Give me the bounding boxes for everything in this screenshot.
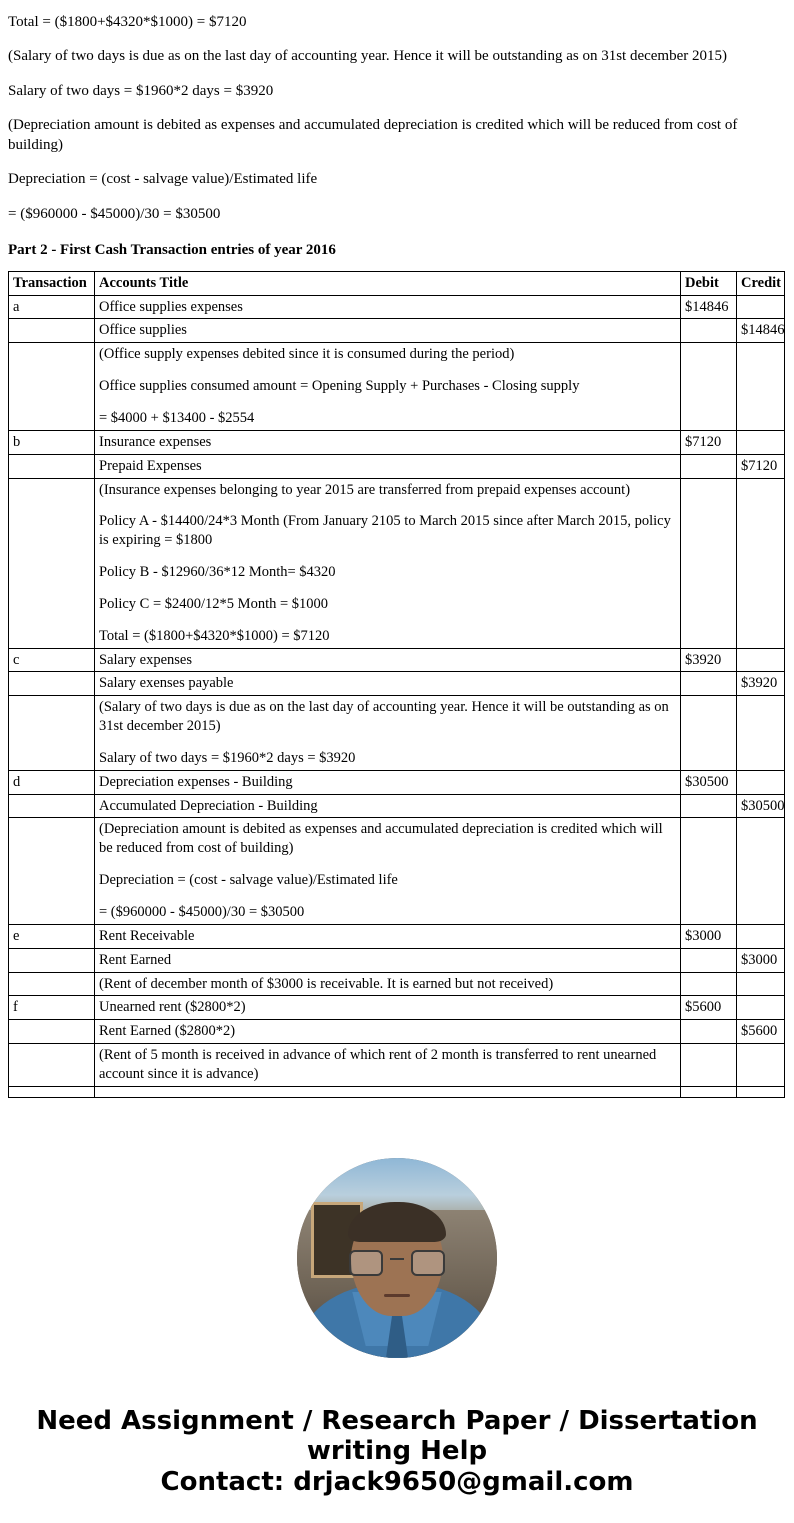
note-line: (Salary of two days is due as on the last day of accounting year. Hence it will be outstanding as on 31st december 2015): [99, 699, 669, 735]
cell-transaction: [9, 948, 95, 972]
cell-debit: [681, 948, 737, 972]
cell-debit: $3920: [681, 648, 737, 672]
cell-debit: [681, 972, 737, 996]
cell-debit: $14846: [681, 295, 737, 319]
table-row-note: [9, 696, 785, 771]
person-mouth: [384, 1294, 410, 1297]
cell-accounts-title: Rent Receivable: [95, 924, 681, 948]
cell-transaction: d: [9, 770, 95, 794]
journal-entries-table: [8, 271, 785, 1098]
cell-transaction: [9, 1020, 95, 1044]
cell-debit: $5600: [681, 996, 737, 1020]
cell-accounts-title: Salary exenses payable: [95, 672, 681, 696]
cell-accounts-title: Accumulated Depreciation - Building: [95, 794, 681, 818]
note-line: Depreciation = (cost - salvage value)/Estimated life: [99, 872, 398, 889]
cell-debit: [681, 478, 737, 648]
eyeglasses-left-lens: [349, 1250, 383, 1276]
table-row: [9, 648, 785, 672]
table-row: [9, 1020, 785, 1044]
cell-transaction: [9, 794, 95, 818]
cell-spacer: [737, 1086, 785, 1097]
intro-paragraph: Salary of two days = $1960*2 days = $3920: [8, 82, 274, 99]
note-line: Salary of two days = $1960*2 days = $3920: [99, 749, 356, 766]
cell-transaction: a: [9, 295, 95, 319]
cell-credit: [737, 696, 785, 771]
cell-credit: [737, 818, 785, 924]
cell-transaction: f: [9, 996, 95, 1020]
table-row: [9, 770, 785, 794]
cell-credit: $3000: [737, 948, 785, 972]
table-row-note: [9, 818, 785, 924]
table-row: [9, 996, 785, 1020]
cell-note: [95, 972, 681, 996]
author-photo-container: [8, 1158, 786, 1358]
cell-credit: [737, 770, 785, 794]
cell-transaction: e: [9, 924, 95, 948]
cell-credit: $7120: [737, 454, 785, 478]
intro-paragraph: (Depreciation amount is debited as expenses and accumulated depreciation is credited which will be reduced from cost of building): [8, 116, 738, 153]
table-row: [9, 454, 785, 478]
column-header-credit: Credit: [737, 271, 785, 295]
cell-transaction: b: [9, 430, 95, 454]
table-row-note: [9, 972, 785, 996]
cell-debit: $3000: [681, 924, 737, 948]
cell-transaction: [9, 696, 95, 771]
cell-accounts-title: Salary expenses: [95, 648, 681, 672]
cell-credit: [737, 343, 785, 431]
section-heading: Part 2 - First Cash Transaction entries of year 2016: [8, 241, 336, 258]
cell-transaction: [9, 672, 95, 696]
cell-credit: $5600: [737, 1020, 785, 1044]
cell-debit: $7120: [681, 430, 737, 454]
table-row: [9, 430, 785, 454]
cell-debit: [681, 794, 737, 818]
cell-debit: [681, 1020, 737, 1044]
table-row: [9, 672, 785, 696]
note-line: (Insurance expenses belonging to year 2015 are transferred from prepaid expenses account): [99, 481, 631, 498]
table-row: [9, 794, 785, 818]
cell-credit: [737, 972, 785, 996]
cell-transaction: [9, 343, 95, 431]
table-header-row: [9, 271, 785, 295]
note-line: = ($960000 - $45000)/30 = $30500: [99, 904, 305, 920]
cell-transaction: [9, 454, 95, 478]
footer-line-services: Need Assignment / Research Paper / Dissertation: [36, 1405, 758, 1436]
table-row-note: [9, 343, 785, 431]
note-line: = $4000 + $13400 - $2554: [99, 409, 255, 426]
intro-paragraph: = ($960000 - $45000)/30 = $30500: [8, 205, 221, 222]
cell-accounts-title: Insurance expenses: [95, 430, 681, 454]
table-row: [9, 948, 785, 972]
note-line: (Office supply expenses debited since it is consumed during the period): [99, 346, 515, 363]
note-line: (Rent of 5 month is received in advance of which rent of 2 month is transferred to rent unearned account since it is advance): [99, 1047, 657, 1082]
intro-paragraph: Depreciation = (cost - salvage value)/Estimated life: [8, 171, 318, 188]
note-line: Policy C = $2400/12*5 Month = $1000: [99, 595, 329, 612]
cell-note: [95, 696, 681, 771]
note-line: Policy B - $12960/36*12 Month= $4320: [99, 564, 336, 581]
cell-spacer: [681, 1086, 737, 1097]
table-row: [9, 295, 785, 319]
cell-debit: [681, 454, 737, 478]
cell-debit: [681, 319, 737, 343]
intro-paragraph: Total = ($1800+$4320*$1000) = $7120: [8, 14, 247, 30]
cell-transaction: [9, 818, 95, 924]
cell-credit: [737, 1044, 785, 1087]
cell-debit: [681, 1044, 737, 1087]
intro-paragraph: (Salary of two days is due as on the last day of accounting year. Hence it will be outstanding as on 31st december 2015): [8, 48, 727, 65]
intro-text-block: [8, 12, 786, 224]
cell-transaction: c: [9, 648, 95, 672]
cell-debit: [681, 343, 737, 431]
eyeglasses-right-lens: [411, 1250, 445, 1276]
cell-credit: [737, 924, 785, 948]
cell-transaction: [9, 319, 95, 343]
note-line: Policy A - $14400/24*3 Month (From January 2105 to March 2015 since after March 2015, policy is expiring = $1800: [99, 513, 671, 549]
footer-line-contact: Contact: drjack9650@gmail.com: [160, 1467, 634, 1498]
cell-transaction: [9, 972, 95, 996]
avatar: [297, 1158, 497, 1358]
cell-accounts-title: Unearned rent ($2800*2): [95, 996, 681, 1020]
cell-debit: $30500: [681, 770, 737, 794]
footer-contact-block: [8, 1406, 786, 1522]
cell-accounts-title: Office supplies expenses: [95, 295, 681, 319]
column-header-debit: Debit: [681, 271, 737, 295]
cell-transaction: [9, 1044, 95, 1087]
note-line: (Depreciation amount is debited as expenses and accumulated depreciation is credited which will be reduced from cost of building): [99, 821, 663, 857]
note-line: (Rent of december month of $3000 is receivable. It is earned but not received): [99, 975, 554, 992]
cell-credit: $30500: [737, 794, 785, 818]
cell-credit: [737, 648, 785, 672]
cell-note: [95, 478, 681, 648]
cell-credit: [737, 430, 785, 454]
cell-debit: [681, 818, 737, 924]
cell-note: [95, 1044, 681, 1087]
cell-accounts-title: Depreciation expenses - Building: [95, 770, 681, 794]
cell-accounts-title: Prepaid Expenses: [95, 454, 681, 478]
cell-accounts-title: Rent Earned: [95, 948, 681, 972]
cell-accounts-title: Office supplies: [95, 319, 681, 343]
cell-credit: [737, 295, 785, 319]
table-row-note: [9, 1044, 785, 1087]
cell-credit: $14846: [737, 319, 785, 343]
cell-accounts-title: Rent Earned ($2800*2): [95, 1020, 681, 1044]
note-line: Total = ($1800+$4320*$1000) = $7120: [99, 627, 330, 644]
column-header-accounts-title: Accounts Title: [95, 271, 681, 295]
cell-spacer: [95, 1086, 681, 1097]
cell-spacer: [9, 1086, 95, 1097]
cell-credit: $3920: [737, 672, 785, 696]
footer-line-writing-help: writing Help: [306, 1436, 488, 1467]
eyeglasses-bridge: [390, 1258, 404, 1260]
table-row: [9, 319, 785, 343]
note-line: Office supplies consumed amount = Opening Supply + Purchases - Closing supply: [99, 378, 580, 395]
cell-credit: [737, 996, 785, 1020]
table-row-note: [9, 478, 785, 648]
table-row-spacer: [9, 1086, 785, 1097]
cell-transaction: [9, 478, 95, 648]
cell-note: [95, 818, 681, 924]
column-header-transaction: Transaction: [9, 271, 95, 295]
cell-debit: [681, 696, 737, 771]
cell-debit: [681, 672, 737, 696]
cell-credit: [737, 478, 785, 648]
table-row: [9, 924, 785, 948]
cell-note: [95, 343, 681, 431]
